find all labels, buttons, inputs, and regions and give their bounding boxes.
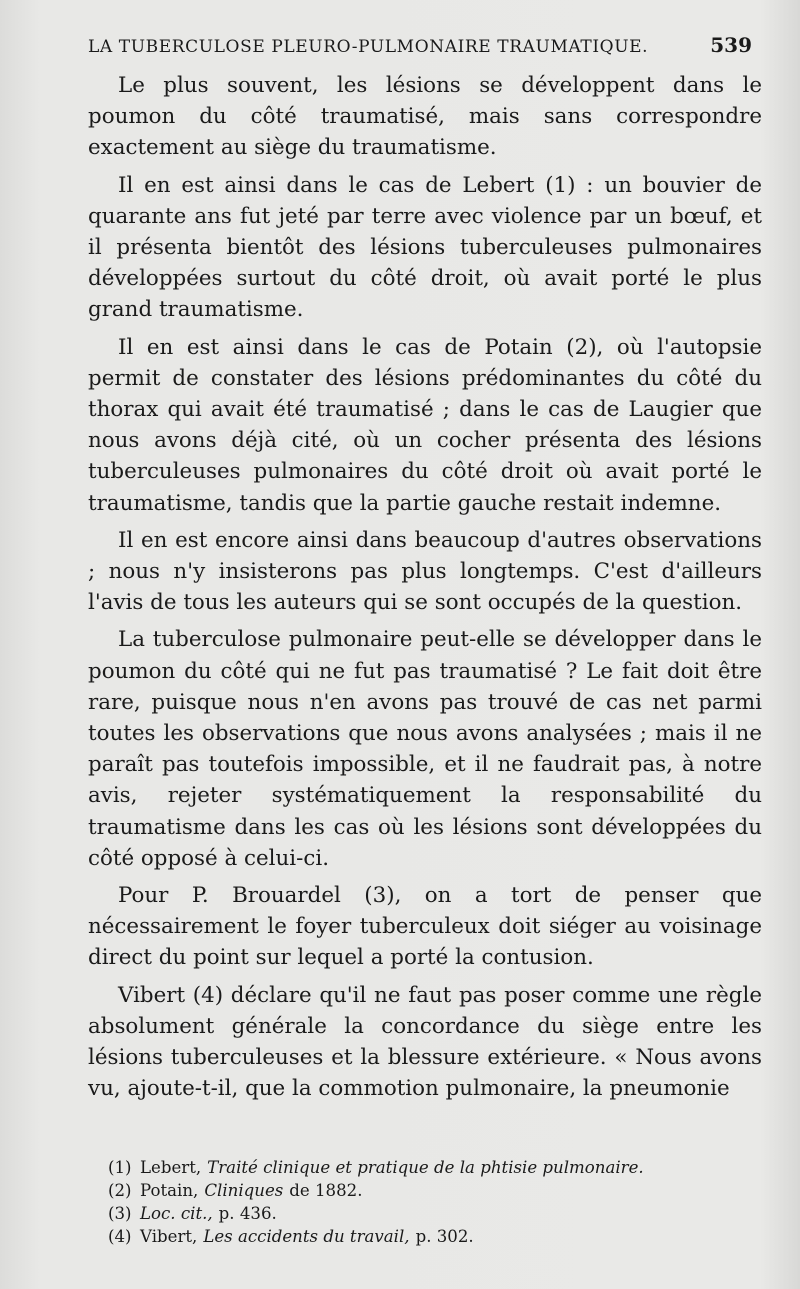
footnote xyxy=(108,1156,762,1179)
footnote-title: Les accidents du travail, xyxy=(203,1227,410,1246)
footnote-number: (2) xyxy=(108,1181,132,1200)
paragraph: Il en est encore ainsi dans beaucoup d'autres observations ; nous n'y insisterons pas plus longtemps. C'est d'ailleurs l'avis de tous les auteurs qui se sont occupés de la question. xyxy=(88,527,762,616)
paragraph: Il en est ainsi dans le cas de Lebert (1) : un bouvier de quarante ans fut jeté par terre avec violence par un bœuf, et il présenta bientôt des lésions tuberculeuses pulmonaires développées surtout du côté droit, où avait porté le plus grand traumatisme. xyxy=(88,172,762,323)
paragraph: Il en est ainsi dans le cas de Potain (2), où l'autopsie permit de constater des lésions prédominantes du côté du thorax qui avait été traumatisé ; dans le cas de Laugier que nous avons déjà cité, où un cocher présenta des lésions tuberculeuses pulmonaires du côté droit où avait porté le traumatisme, tandis que la partie gauche restait indemne. xyxy=(88,334,762,516)
page-header xyxy=(88,33,752,57)
footnote-author: Vibert, xyxy=(140,1227,198,1246)
footnote xyxy=(108,1202,762,1225)
footnote-title: Traité clinique et pratique de la phtisie pulmonaire. xyxy=(207,1158,644,1177)
body-text xyxy=(88,70,762,1111)
footnotes xyxy=(108,1156,762,1248)
page-number: 539 xyxy=(710,33,752,57)
footnote-number: (4) xyxy=(108,1227,132,1246)
footnote-rest: p. 436. xyxy=(218,1204,277,1223)
footnote-title: Loc. cit., xyxy=(140,1204,213,1223)
running-title: LA TUBERCULOSE PLEURO-PULMONAIRE TRAUMATIQUE. xyxy=(88,37,649,57)
paragraph: Le plus souvent, les lésions se développent dans le poumon du côté traumatisé, mais sans correspondre exactement au siège du traumatisme. xyxy=(88,73,762,161)
paragraph: La tuberculose pulmonaire peut-elle se développer dans le poumon du côté qui ne fut pas traumatisé ? Le fait doit être rare, puisque nous n'en avons pas trouvé de cas net parmi toutes les observations que nous avons analysées ; mais il ne paraît pas toutefois impossible, et il ne faudrait pas, à notre avis, rejeter systématiquement la responsabilité du traumatisme dans les cas où les lésions sont développées du côté opposé à celui-ci. xyxy=(88,627,762,871)
footnote-author: Lebert, xyxy=(140,1158,202,1177)
footnote-number: (3) xyxy=(108,1204,132,1223)
footnote-author: Potain, xyxy=(140,1181,199,1200)
footnote-number: (1) xyxy=(108,1158,132,1177)
footnote-rest: de 1882. xyxy=(289,1181,363,1200)
footnote xyxy=(108,1179,762,1202)
footnote-title: Cliniques xyxy=(204,1181,284,1200)
paragraph: Pour P. Brouardel (3), on a tort de penser que nécessairement le foyer tuberculeux doit siéger au voisinage direct du point sur lequel a porté la contusion. xyxy=(88,883,762,971)
footnote-rest: p. 302. xyxy=(415,1227,474,1246)
paragraph: Vibert (4) déclare qu'il ne faut pas poser comme une règle absolument générale la concordance du siège entre les lésions tuberculeuses et la blessure extérieure. « Nous avons vu, ajoute-t-il, que la commotion pulmonaire, la pneumonie xyxy=(88,982,762,1102)
footnote xyxy=(108,1225,762,1248)
